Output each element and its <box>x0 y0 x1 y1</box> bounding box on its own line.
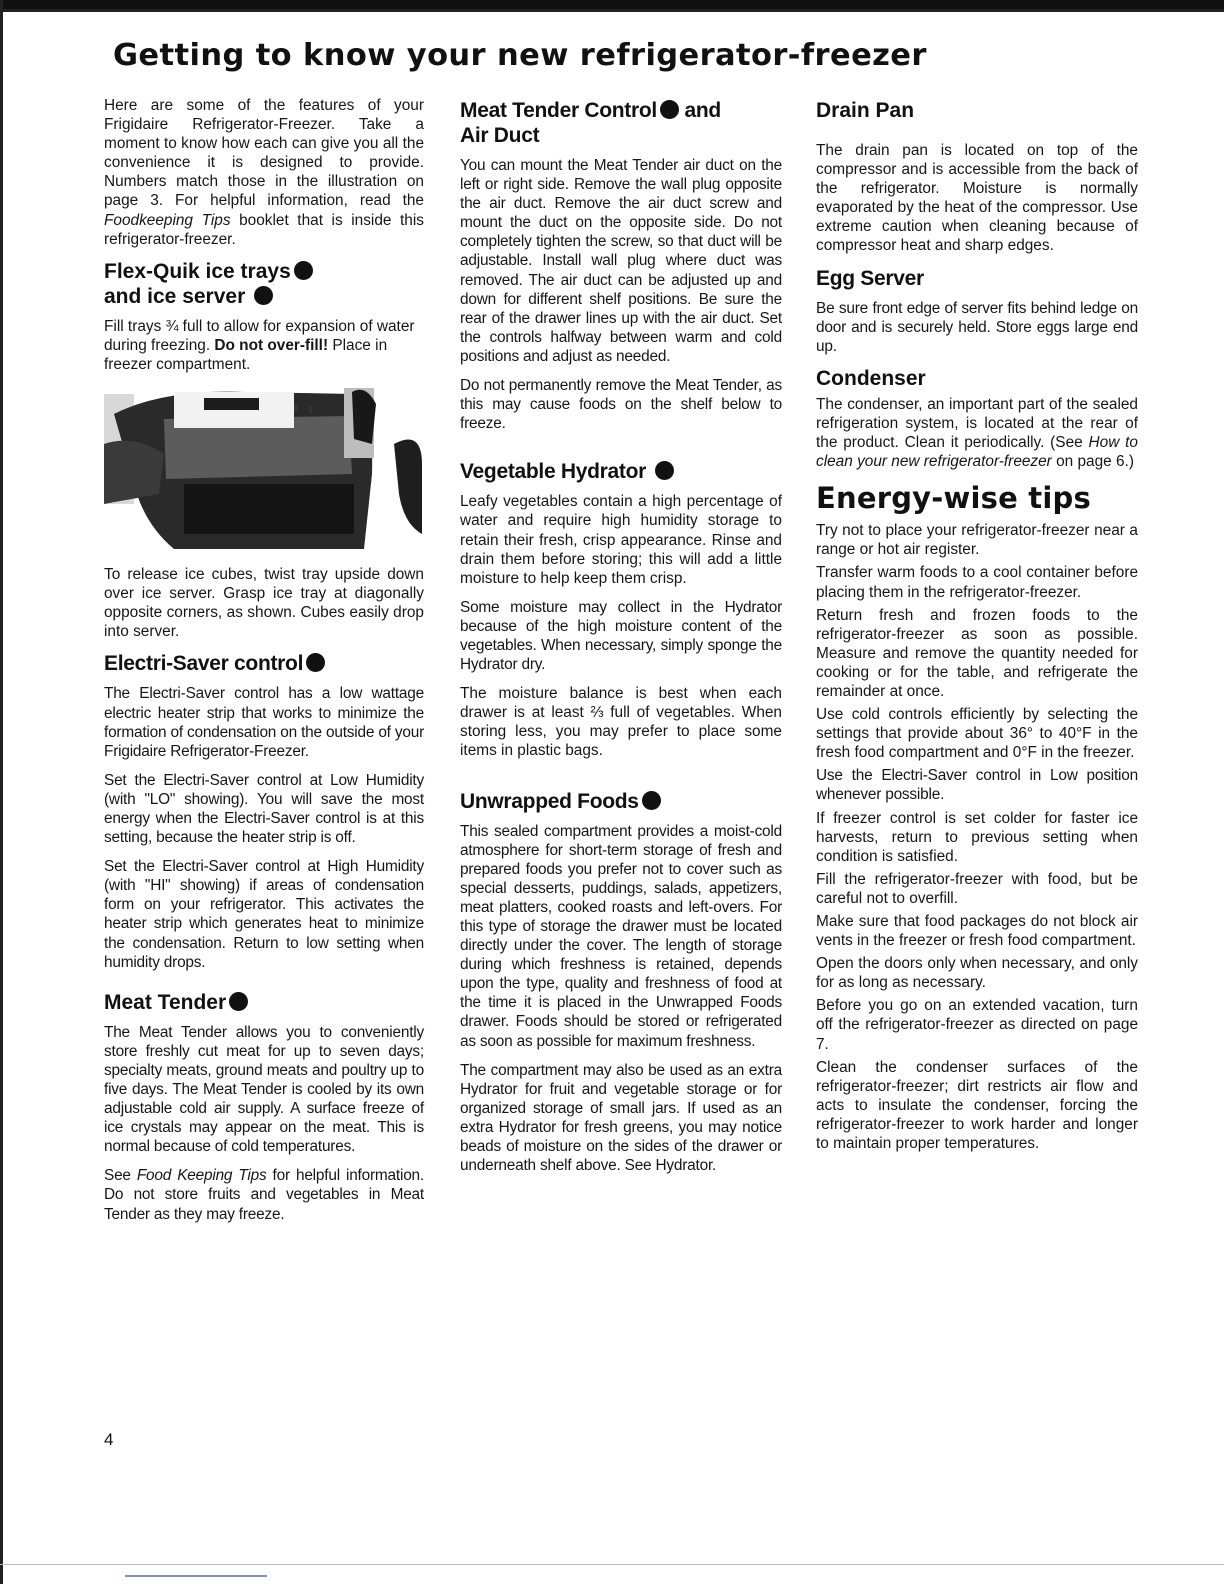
ice-tray-photo <box>104 384 422 549</box>
top-rule-line <box>0 9 1224 12</box>
bottom-line <box>0 1564 1224 1565</box>
energy-tip: Try not to place your refrigerator-freezer near a range or hot air register. <box>816 522 1138 559</box>
meat-tender-control-heading: Meat Tender Control and Air Duct <box>460 99 721 147</box>
vegetable-hydrator-para-2: Some moisture may collect in the Hydrator because of the high moisture content of the vegetables. When necessary, simply sponge the Hydrator dry. <box>460 598 782 674</box>
energy-tip: Open the doors only when necessary, and only for as long as necessary. <box>816 955 1138 992</box>
energy-tip: Before you go on an extended vacation, turn off the refrigerator-freezer as directed on page 7. <box>816 997 1138 1053</box>
energy-tip: Return fresh and frozen foods to the refrigerator-freezer as soon as possible. Measure and remove the quantity needed for cooking or for the table, and refrigerate the remainder at once. <box>816 606 1138 700</box>
unwrapped-foods-para-1: This sealed compartment provides a moist-cold atmosphere for short-term storage of fresh and prepared foods you prefer not to cover such as special desserts, puddings, salads, appetizers, meat platters, cooked roasts and left-overs. For this type of storage the drawer must be located directly under the cover. The length of storage during which freshness is retained, depends upon the type, quality and freshness of food at the time it is placed in the Unwrapped Foods drawer. Foods should be stored or refrigerated as soon as possible for maximum freshness. <box>460 822 782 1050</box>
electri-saver-heading: Electri-Saver control <box>104 651 424 676</box>
page-number: 4 <box>104 1430 114 1449</box>
drain-pan-heading: Drain Pan <box>816 99 915 122</box>
electri-saver-para-1: The Electri-Saver control has a low wattage electric heater strip that works to minimize the formation of condensation on the outside of your Frigidaire Refrigerator-Freezer. <box>104 685 424 760</box>
page-title: Getting to know your new refrigerator-freezer <box>113 38 927 73</box>
callout-dot-icon <box>294 261 313 280</box>
drain-pan-para-1: The drain pan is located on top of the compressor and is accessible from the back of the refrigerator. Moisture is normally evaporated by the heat of the compressor. Use extreme caution when cleaning because of compressor heat and sharp edges. <box>816 142 1138 255</box>
vegetable-hydrator-para-1: Leafy vegetables contain a high percentage of water and require high humidity storage to retain their fresh, crisp appearance. Rinse and drain them before storing; this will add a little moisture to help keep them crisp. <box>460 493 782 587</box>
column-2 <box>460 96 782 1185</box>
energy-tips-heading: Energy-wise tips <box>816 481 1091 516</box>
energy-tips-list <box>816 521 1138 1153</box>
callout-dot-icon <box>254 286 273 305</box>
meat-tender-control-para-1: You can mount the Meat Tender air duct on the left or right side. Remove the wall plug opposite the air duct. Remove the air duct screw and mount the duct on the opposite side. Do not completely tighten the screw, so that duct will be adjustable. Install wall plug where duct was removed. The air duct can be adjusted up and down for different shelf positions. Be sure the rear of the drawer lines up with the air duct. Set the controls halfway between warm and cold positions and adjust as needed. <box>460 157 782 365</box>
callout-dot-icon <box>642 791 661 810</box>
energy-tip: Clean the condenser surfaces of the refrigerator-freezer; dirt restricts air flow and acts to insulate the condenser, forcing the refrigerator-freezer to work harder and longer to maintain proper temperatures. <box>816 1058 1138 1153</box>
flex-quik-para-1: Fill trays ¾ full to allow for expansion of water during freezing. Do not over-fill! Place in freezer compartment. <box>104 317 415 373</box>
electri-saver-para-3: Set the Electri-Saver control at High Humidity (with "HI" showing) if areas of condensation form on your refrigerator. This activates the heater strip which generates heat to minimize the condensation. Return to low setting when humidity drops. <box>104 858 424 971</box>
intro-paragraph: Here are some of the features of your Frigidaire Refrigerator-Freezer. Take a moment to know how each can give you all the convenience it is designed to provide. Numbers match those in the illustration on page 3. For helpful information, read the Foodkeeping Tips booklet that is inside this refrigerator-freezer. <box>104 97 424 248</box>
egg-server-heading: Egg Server <box>816 266 924 290</box>
meat-tender-heading: Meat Tender <box>104 990 424 1015</box>
callout-dot-icon <box>660 100 679 119</box>
left-edge <box>0 0 3 1584</box>
condenser-heading: Condenser <box>816 366 926 390</box>
vegetable-hydrator-para-3: The moisture balance is best when each drawer is at least ⅔ full of vegetables. When storing less, you may prefer to place some items in plastic bags. <box>460 685 782 760</box>
energy-tip: Transfer warm foods to a cool container before placing them in the refrigerator-freezer. <box>816 564 1138 601</box>
vegetable-hydrator-heading: Vegetable Hydrator <box>460 459 782 484</box>
callout-dot-icon <box>306 653 325 672</box>
meat-tender-para-2: See Food Keeping Tips for helpful information. Do not store fruits and vegetables in Meat Tender as they may freeze. <box>104 1167 424 1223</box>
flex-quik-heading: Flex-Quik ice trays and ice server <box>104 259 424 309</box>
flex-quik-para-2: To release ice cubes, twist tray upside down over ice server. Grasp ice tray at diagonally opposite corners, as shown. Cubes easily drop into server. <box>104 566 424 641</box>
bottom-mark <box>125 1575 267 1577</box>
callout-dot-icon <box>229 992 248 1011</box>
energy-tip: If freezer control is set colder for faster ice harvests, return to previous setting when condition is satisfied. <box>816 809 1138 865</box>
meat-tender-control-para-2: Do not permanently remove the Meat Tender, as this may cause foods on the shelf below to freeze. <box>460 377 782 433</box>
column-1 <box>104 96 424 1234</box>
energy-tip: Use the Electri-Saver control in Low position whenever possible. <box>816 767 1138 804</box>
energy-tip: Make sure that food packages do not block air vents in the freezer or fresh food compartment. <box>816 913 1138 950</box>
callout-dot-icon <box>655 461 674 480</box>
energy-tip: Fill the refrigerator-freezer with food, but be careful not to overfill. <box>816 870 1138 907</box>
electri-saver-para-2: Set the Electri-Saver control at Low Humidity (with "LO" showing). You will save the most energy when the Electri-Saver control is at this setting, because the heater strip is off. <box>104 771 424 847</box>
unwrapped-foods-heading: Unwrapped Foods <box>460 789 782 814</box>
condenser-para-1: The condenser, an important part of the sealed refrigeration system, is located at the rear of the product. Clean it periodically. (See How to clean your new refrigerator-freezer on page 6.) <box>816 395 1138 471</box>
meat-tender-para-1: The Meat Tender allows you to conveniently store freshly cut meat for up to seven days; specialty meats, ground meats and poultry up to five days. The Meat Tender is cooled by its own adjustable cold air supply. A surface freeze of ice crystals may appear on the meat. This is normal because of cold temperatures. <box>104 1023 424 1156</box>
column-3 <box>816 96 1138 1157</box>
egg-server-para-1: Be sure front edge of server fits behind ledge on door and is securely held. Store eggs large end up. <box>816 299 1138 355</box>
unwrapped-foods-para-2: The compartment may also be used as an extra Hydrator for fruit and vegetable storage or for organized storage of small jars. If used as an extra Hydrator for fresh greens, you may notice beads of moisture on the sides of the drawer or underneath shelf above. See Hydrator. <box>460 1061 782 1175</box>
energy-tip: Use cold controls efficiently by selecting the settings that provide about 36° to 40°F in the fresh food compartment and 0°F in the freezer. <box>816 706 1138 762</box>
